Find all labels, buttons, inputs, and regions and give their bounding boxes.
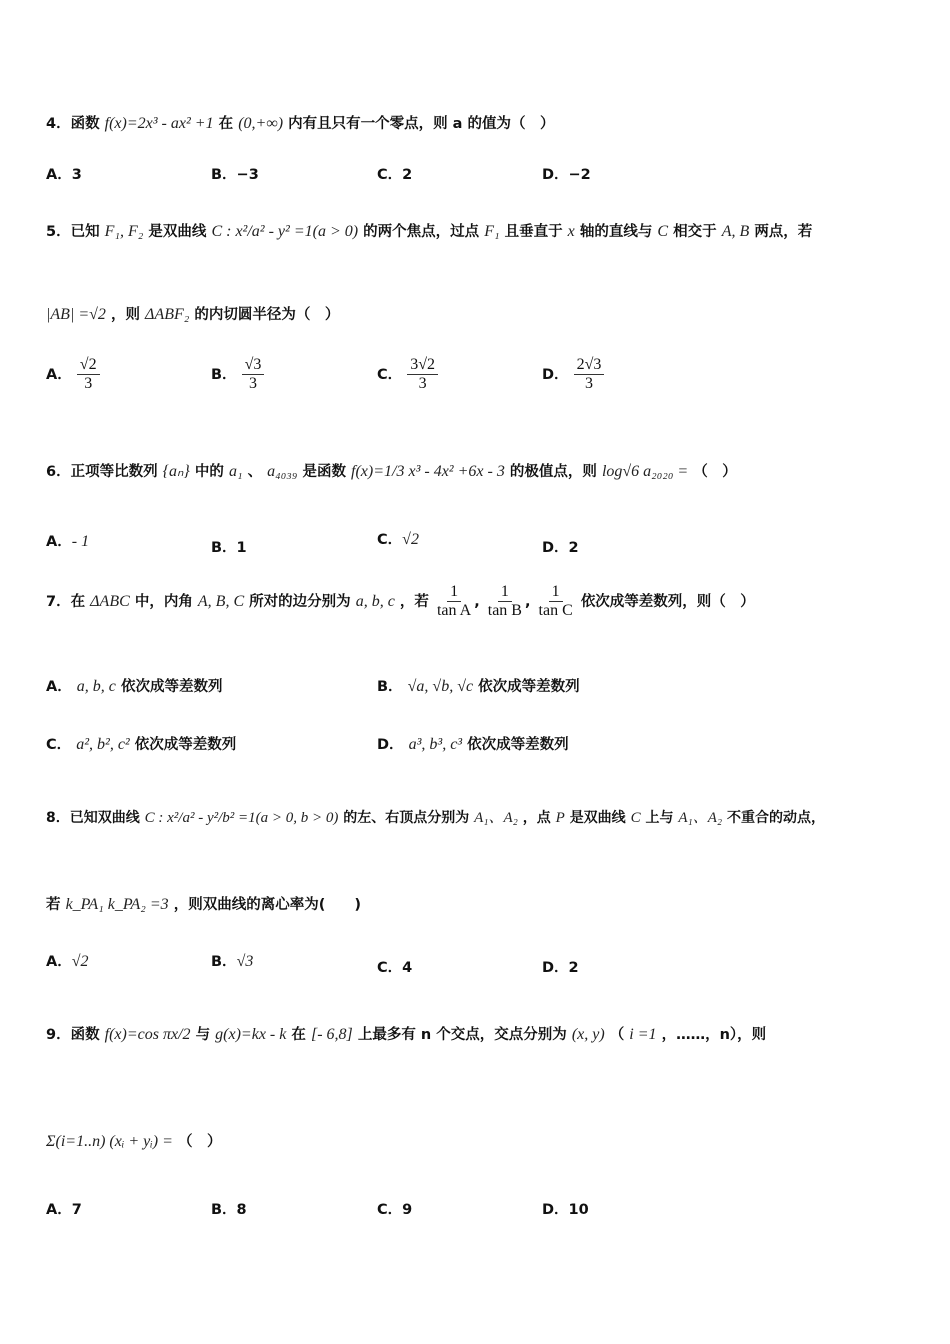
- q7-stem: 7．在 ΔABC 中，内角 A, B, C 所对的边分别为 a, b, c ，若 $\frac{1}{\text{tan A}}$ , $\frac{1}{\text{tan B}}$ , $\frac{1}{\text{tan C}}$ 依次成等差数列，则（ ）: [46, 583, 755, 620]
- q9-summation: Σ(i=1..n) (xᵢ + yᵢ) =: [46, 1133, 173, 1150]
- q5-option-d: D． $\frac{2√3}{3}$: [542, 356, 604, 394]
- q4-option-a: A．3: [46, 167, 82, 183]
- q4-function-formula: f(x)=2x³ - ax² +1: [104, 115, 214, 132]
- q7-option-b: B． √a, √b, √c 依次成等差数列: [377, 678, 580, 695]
- q6-option-d: D．2: [542, 540, 579, 556]
- q9-stem-line2: Σ(i=1..n) (xᵢ + yᵢ) = （ ）: [46, 1133, 222, 1150]
- q5-option-c-fraction: $\frac{3√2}{3}$: [407, 356, 438, 394]
- q8-option-c: C．4: [377, 960, 413, 976]
- q7-option-a: A． a, b, c 依次成等差数列: [46, 678, 223, 695]
- q9-option-a: A．7: [46, 1202, 82, 1218]
- q4-option-d: D．−2: [542, 167, 591, 183]
- q9-function-f: f(x)=cos πx/2: [104, 1026, 191, 1043]
- q5-option-a: A． $\frac{√2}{3}$: [46, 356, 100, 394]
- q7-fraction-tan-a: $\frac{1}{\text{tan A}}$: [436, 583, 472, 620]
- q4-stem: 4．函数 f(x)=2x³ - ax² +1 在 (0,+∞) 内有且只有一个零点，则 a 的值为（ ）: [46, 115, 555, 132]
- q9-option-b: B．8: [211, 1202, 247, 1218]
- q9-option-c: C．9: [377, 1202, 413, 1218]
- q9-stem: 9．函数 f(x)=cos πx/2 与 g(x)=kx - k 在 [- 6,8] 上最多有 n 个交点，交点分别为 (x, y) （ i =1 ，……，n），则: [46, 1026, 767, 1043]
- q8-stem: 8．已知双曲线 C : x²/a² - y²/b² =1(a > 0, b > 0) 的左、右顶点分别为 A₁、A₂ ，点 P 是双曲线 C 上与 A₁、A₂ 不重合的动点，: [46, 810, 825, 826]
- q6-function-formula: f(x)=1/3 x³ - 4x² +6x - 3: [351, 463, 505, 480]
- q5-option-a-fraction: $\frac{√2}{3}$: [77, 356, 100, 394]
- q5-option-c: C． $\frac{3√2}{3}$: [377, 356, 438, 394]
- q5-stem: 5．已知 F₁, F₂ 是双曲线 C : x²/a² - y² =1(a > 0) 的两个焦点，过点 F₁ 且垂直于 x 轴的直线与 C 相交于 A, B 两点，若: [46, 223, 813, 240]
- q6-option-a: A．- 1: [46, 533, 90, 550]
- q7-fraction-tan-b: $\frac{1}{\text{tan B}}$: [487, 583, 522, 620]
- q8-option-b: B．√3: [211, 953, 254, 970]
- q8-option-d: D．2: [542, 960, 579, 976]
- q4-option-c: C．2: [377, 167, 413, 183]
- q7-option-c: C． a², b², c² 依次成等差数列: [46, 736, 237, 753]
- q8-hyperbola-equation: C : x²/a² - y²/b² =1(a > 0, b > 0): [144, 810, 339, 826]
- q5-stem-line2: |AB| =√2 ，则 ΔABF₂ 的内切圆半径为（ ）: [46, 306, 340, 323]
- q9-option-d: D．10: [542, 1202, 589, 1218]
- q7-fraction-tan-c: $\frac{1}{\text{tan C}}$: [538, 583, 573, 620]
- q9-function-g: g(x)=kx - k: [215, 1026, 287, 1043]
- q4-option-b: B．−3: [211, 167, 259, 183]
- q4-interval: (0,+∞): [238, 115, 284, 132]
- q6-stem: 6．正项等比数列 {aₙ} 中的 a₁ 、 a₄₀₃₉ 是函数 f(x)=1/3 x³ - 4x² +6x - 3 的极值点，则 log√6 a₂₀₂₀ = （ ）: [46, 463, 737, 480]
- q7-option-d: D． a³, b³, c³ 依次成等差数列: [377, 736, 569, 753]
- q8-stem-line2: 若 k_PA₁ k_PA₂ =3 ，则双曲线的离心率为( ): [46, 896, 361, 913]
- q5-option-d-fraction: $\frac{2√3}{3}$: [574, 356, 605, 394]
- q6-option-c: C．√2: [377, 531, 419, 548]
- q5-hyperbola-equation: C : x²/a² - y² =1(a > 0): [211, 223, 359, 240]
- q5-option-b-fraction: $\frac{√3}{3}$: [242, 356, 265, 394]
- q6-option-b: B．1: [211, 540, 247, 556]
- q8-option-a: A．√2: [46, 953, 89, 970]
- q5-option-b: B． $\frac{√3}{3}$: [211, 356, 264, 394]
